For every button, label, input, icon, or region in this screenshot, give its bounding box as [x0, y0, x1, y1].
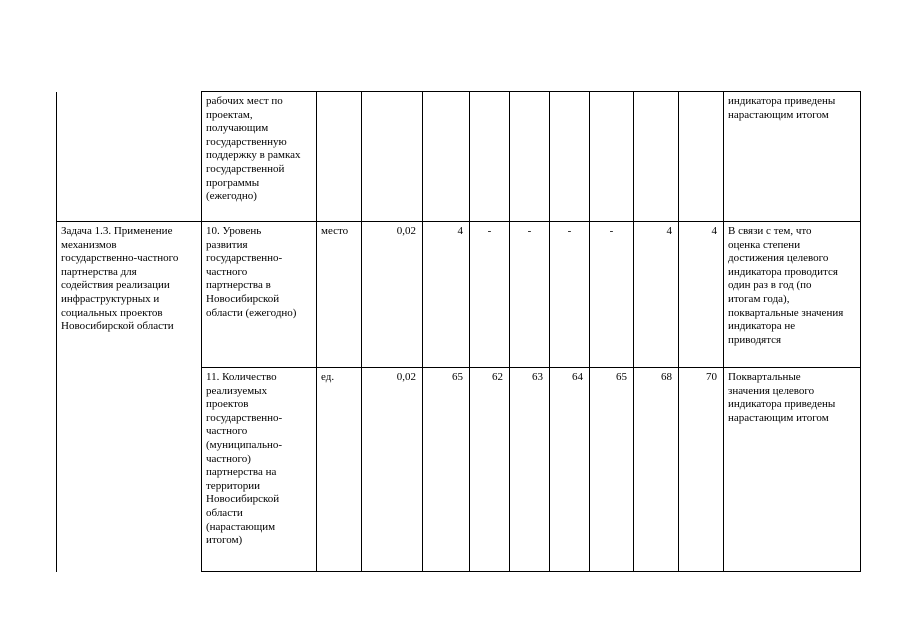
- value-cell: [590, 92, 634, 222]
- value-cell: 4: [423, 222, 470, 368]
- value-cell: 68: [634, 368, 679, 572]
- value-cell: -: [470, 222, 510, 368]
- weight-cell: [362, 92, 423, 222]
- value-cell: -: [550, 222, 590, 368]
- value-cell: 65: [590, 368, 634, 572]
- value-cell: [510, 92, 550, 222]
- table-row: [57, 92, 861, 222]
- indicator-cell: 10. Уровень развития государственно- частного партнерства в Новосибирской области (ежегодно): [202, 222, 317, 368]
- value-cell: 4: [634, 222, 679, 368]
- value-cell: 70: [679, 368, 724, 572]
- indicator-cell: 11. Количество реализуемых проектов государственно- частного (муниципально- частного) партнерства на территории Новосибирской области (нарастающим итогом): [202, 368, 317, 572]
- value-cell: 62: [470, 368, 510, 572]
- value-cell: [423, 92, 470, 222]
- table-row: [57, 222, 861, 368]
- value-cell: 64: [550, 368, 590, 572]
- note-cell: В связи с тем, что оценка степени достижения целевого индикатора проводится один раз в год (по итогам года), поквартальные значения индикатора не приводятся: [724, 222, 861, 368]
- value-cell: -: [590, 222, 634, 368]
- value-cell: 65: [423, 368, 470, 572]
- note-cell: индикатора приведены нарастающим итогом: [724, 92, 861, 222]
- note-cell: Поквартальные значения целевого индикатора приведены нарастающим итогом: [724, 368, 861, 572]
- value-cell: -: [510, 222, 550, 368]
- weight-cell: 0,02: [362, 368, 423, 572]
- task-cell: [57, 92, 202, 222]
- unit-cell: [317, 92, 362, 222]
- value-cell: [550, 92, 590, 222]
- unit-cell: место: [317, 222, 362, 368]
- value-cell: [470, 92, 510, 222]
- value-cell: [634, 92, 679, 222]
- indicator-cell: рабочих мест по проектам, получающим государственную поддержку в рамках государственной программы (ежегодно): [202, 92, 317, 222]
- value-cell: [679, 92, 724, 222]
- value-cell: 63: [510, 368, 550, 572]
- indicators-table: [56, 91, 861, 572]
- weight-cell: 0,02: [362, 222, 423, 368]
- value-cell: 4: [679, 222, 724, 368]
- task-cell: Задача 1.3. Применение механизмов государственно-частного партнерства для содействия реализации инфраструктурных и социальных проектов Новосибирской области: [57, 222, 202, 572]
- unit-cell: ед.: [317, 368, 362, 572]
